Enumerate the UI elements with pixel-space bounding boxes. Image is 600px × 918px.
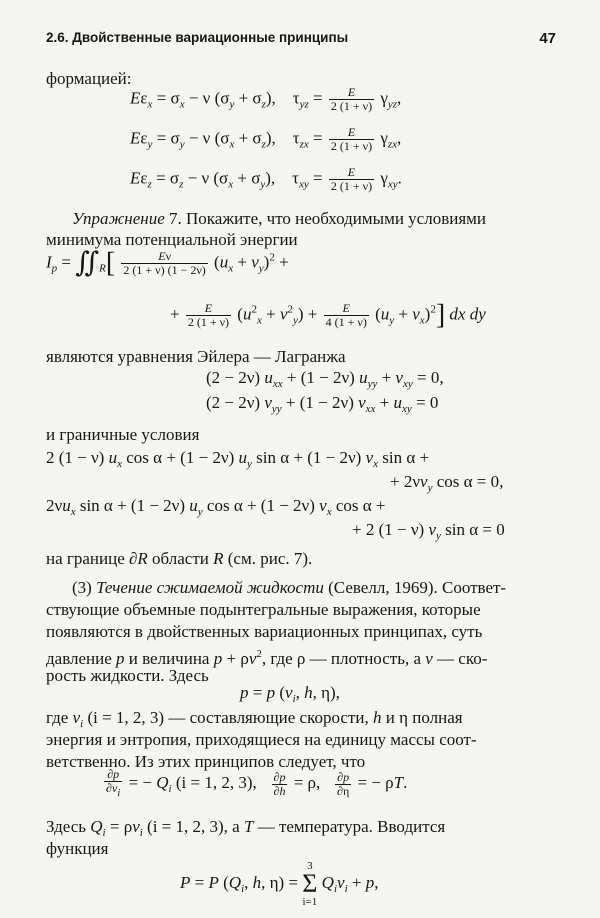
- text-line: и граничные условия: [46, 425, 200, 444]
- text-line: ветственно. Из этих принципов следует, что: [46, 752, 366, 771]
- boundary-line: на границе ∂R области R (см. рис. 7).: [46, 549, 313, 568]
- text-line: энергия и энтропия, приходящиеся на единицу массы соот-: [46, 730, 477, 749]
- text-line: ствующие объемные подынтегральные выражения, которые: [46, 600, 481, 619]
- section-title: 2.6. Двойственные вариационные принципы: [46, 30, 349, 45]
- text-line: где $v_i$ (i = 1, 2, 3) — составляющие скорости, h и η полная: [46, 708, 463, 730]
- equation-potential-energy-2: + $\frac{E}{2 (1 + \nu)}$ $(u^2_x + v^2_y)$ + $\frac{E}{4 (1 + \nu)}$ $(u_y + v_x)^2$] dx dy: [170, 299, 486, 331]
- equation-bc-1a: 2 (1 − ν) $u_x$ cos α + (1 − 2ν) $u_y$ sin α + (1 − 2ν) $v_x$ sin α +: [46, 448, 430, 470]
- equation-hooke-3: $E\varepsilon_z = \sigma_z - \nu$ $(\sigma_x + \sigma_y)$, $\tau_{xy}$ = $\frac{E}{2 (1 + \nu)}$ $\gamma_{xy}$.: [130, 165, 402, 193]
- text-line: появляются в двойственных вариационных принципах, суть: [46, 622, 483, 641]
- equation-bc-2a: $2\nu u_x$ sin α + (1 − 2ν) $u_y$ cos α + (1 − 2ν) $v_x$ cos α +: [46, 496, 386, 518]
- text-line: давление p и величина $p + \rho v^2$, где ρ — плотность, а v — ско-: [46, 648, 488, 668]
- equation-hooke-2: $E\varepsilon_y = \sigma_y - \nu$ $(\sigma_x + \sigma_z)$, $\tau_{zx}$ = $\frac{E}{2 (1 + \nu)}$ $\gamma_{zx}$,: [130, 125, 402, 153]
- equation-derivatives: $\frac{\partial p}{\partial vi}$ = − $Q_i$ (i = 1, 2, 3), $\frac{\partial p}{\partial h}$ = ρ, $\frac{\partial p}{\partial\eta}$ = − ρT.: [106, 767, 408, 799]
- text-line: Здесь $Q_i = \rho v_i$ (i = 1, 2, 3), а T — температура. Вводится: [46, 817, 446, 839]
- equation-P-function: P = P ($Q_i$, h, η) = 3 Σ i=1 $Q_iv_i + p$,: [180, 860, 379, 908]
- page-number: 47: [539, 30, 556, 47]
- exercise-text: 7. Покажите, что необходимыми условиями: [164, 209, 487, 228]
- running-header: [46, 30, 556, 50]
- exercise-label: Упражнение: [72, 209, 165, 228]
- text-line: минимума потенциальной энергии: [46, 230, 298, 249]
- equation-hooke-1: $E\varepsilon_x = \sigma_x - \nu$ $(\sigma_y + \sigma_z)$, $\tau_{yz}$ = $\frac{E}{2 (1 + \nu)}$ $\gamma_{yz}$,: [130, 85, 402, 113]
- equation-euler-1: (2 − 2ν) $u_{xx} + (1 - 2\nu) u_{yy} + v_{xy} = 0$,: [206, 368, 444, 390]
- exercise-line: [72, 208, 486, 230]
- equation-euler-2: (2 − 2ν) $v_{yy} + (1 - 2\nu) v_{xx} + u_{xy} = 0$: [206, 393, 439, 415]
- equation-bc-2b: + 2 (1 − ν) $v_y$ sin α = 0: [352, 520, 505, 542]
- text-line: являются уравнения Эйлера — Лагранжа: [46, 347, 346, 366]
- text-line: функция: [46, 839, 109, 858]
- equation-potential-energy-1: $I_p$ = $∬_R$[ $\frac{E\nu}{2 (1 + \nu) (1 - 2\nu)}$ $(u_x + v_y)^2$ +: [46, 247, 289, 279]
- paragraph-3-line-1: (3) Течение сжимаемой жидкости (Севелл, 1969). Соответ-: [72, 578, 507, 597]
- equation-pressure: p = p ($v_i$, h, η),: [240, 683, 340, 705]
- text-line: формацией:: [46, 69, 132, 88]
- text-line: рость жидкости. Здесь: [46, 666, 209, 685]
- equation-bc-1b: + $2\nu v_y$ cos α = 0,: [390, 472, 504, 494]
